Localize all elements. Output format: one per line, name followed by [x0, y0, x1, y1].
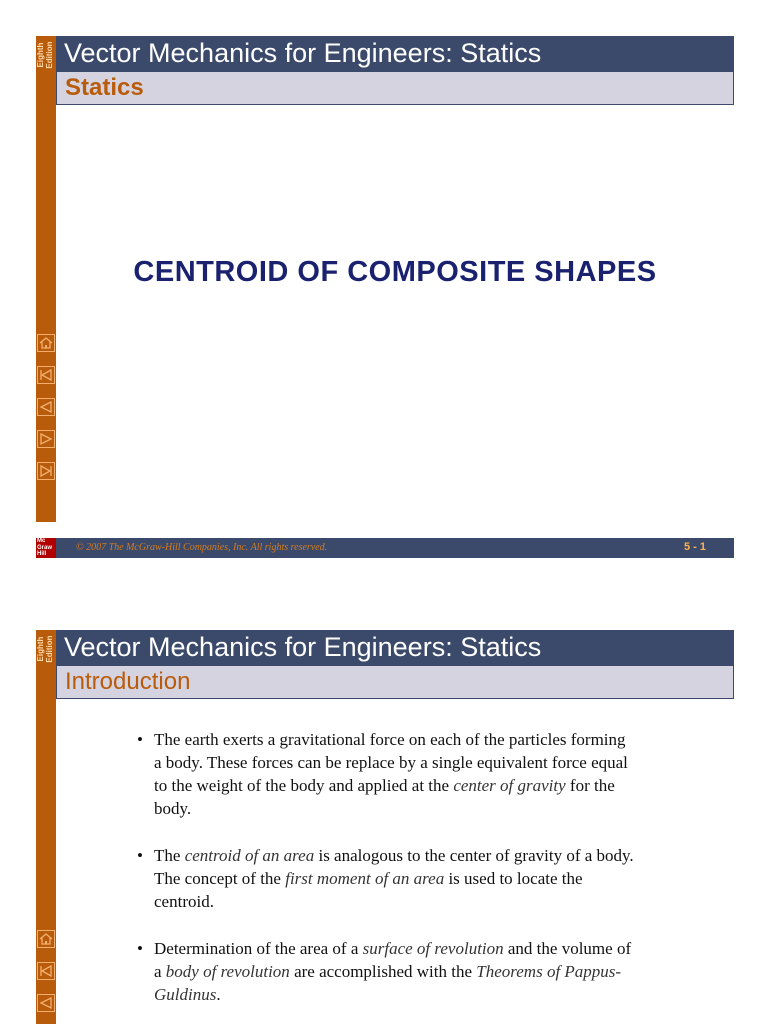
subheader-bar — [56, 666, 734, 699]
last-slide-icon[interactable] — [37, 462, 55, 480]
bullet-text: is analogous to the center of gravity of a body. The concept of the — [154, 846, 634, 888]
first-slide-icon[interactable] — [37, 962, 55, 980]
bullet-text: is used to locate the centroid. — [154, 869, 583, 911]
copyright-text: © 2007 The McGraw-Hill Companies, Inc. All rights reserved. — [76, 542, 328, 553]
previous-slide-icon[interactable] — [37, 994, 55, 1012]
emphasis-text: center of gravity — [453, 776, 566, 795]
slide-2 — [0, 594, 768, 1024]
page-number: 5 - 1 — [683, 541, 706, 553]
side-strip — [36, 36, 56, 522]
bullet-text: for the body. — [154, 776, 615, 818]
emphasis-text: body of revolution — [165, 962, 290, 981]
emphasis-text: centroid of an area — [184, 846, 315, 865]
footer-bar — [56, 538, 734, 558]
header-title: Vector Mechanics for Engineers: Statics — [64, 632, 542, 662]
bullet-text: The earth exerts a gravitational force on each of the particles forming a body. These forces can be replace by a single equivalent force equal to the weight of the body and applied at the — [154, 730, 628, 795]
previous-slide-icon[interactable] — [37, 398, 55, 416]
emphasis-text: first moment of an area — [285, 869, 445, 888]
publisher-logo: Mc Graw Hill — [36, 538, 56, 558]
bullet-text: are accomplished with the — [289, 962, 477, 981]
bullet-item — [137, 937, 637, 1006]
subheader-title: Statics — [65, 74, 144, 101]
title-bar — [56, 36, 734, 72]
slide-main-title: CENTROID OF COMPOSITE SHAPES — [133, 256, 657, 288]
home-icon[interactable] — [37, 334, 55, 352]
edition-label: Eighth Edition — [36, 41, 54, 69]
bullet-item — [137, 844, 637, 913]
next-slide-icon[interactable] — [37, 430, 55, 448]
subheader-bar — [56, 72, 734, 105]
bullet-list — [137, 728, 637, 1024]
bullet-text: The — [154, 846, 185, 865]
bullet-text: Determination of the area of a — [154, 939, 363, 958]
header-title: Vector Mechanics for Engineers: Statics — [64, 38, 542, 68]
edition-label: Eighth Edition — [36, 635, 54, 663]
first-slide-icon[interactable] — [37, 366, 55, 384]
emphasis-text: Theorems of Pappus-Guldinus — [154, 962, 622, 1004]
emphasis-text: surface of revolution — [362, 939, 504, 958]
title-bar — [56, 630, 734, 666]
subheader-title: Introduction — [65, 668, 191, 695]
home-icon[interactable] — [37, 930, 55, 948]
bullet-text: . — [216, 985, 221, 1004]
bullet-item — [137, 728, 637, 820]
bullet-text: and the volume of a — [154, 939, 632, 981]
